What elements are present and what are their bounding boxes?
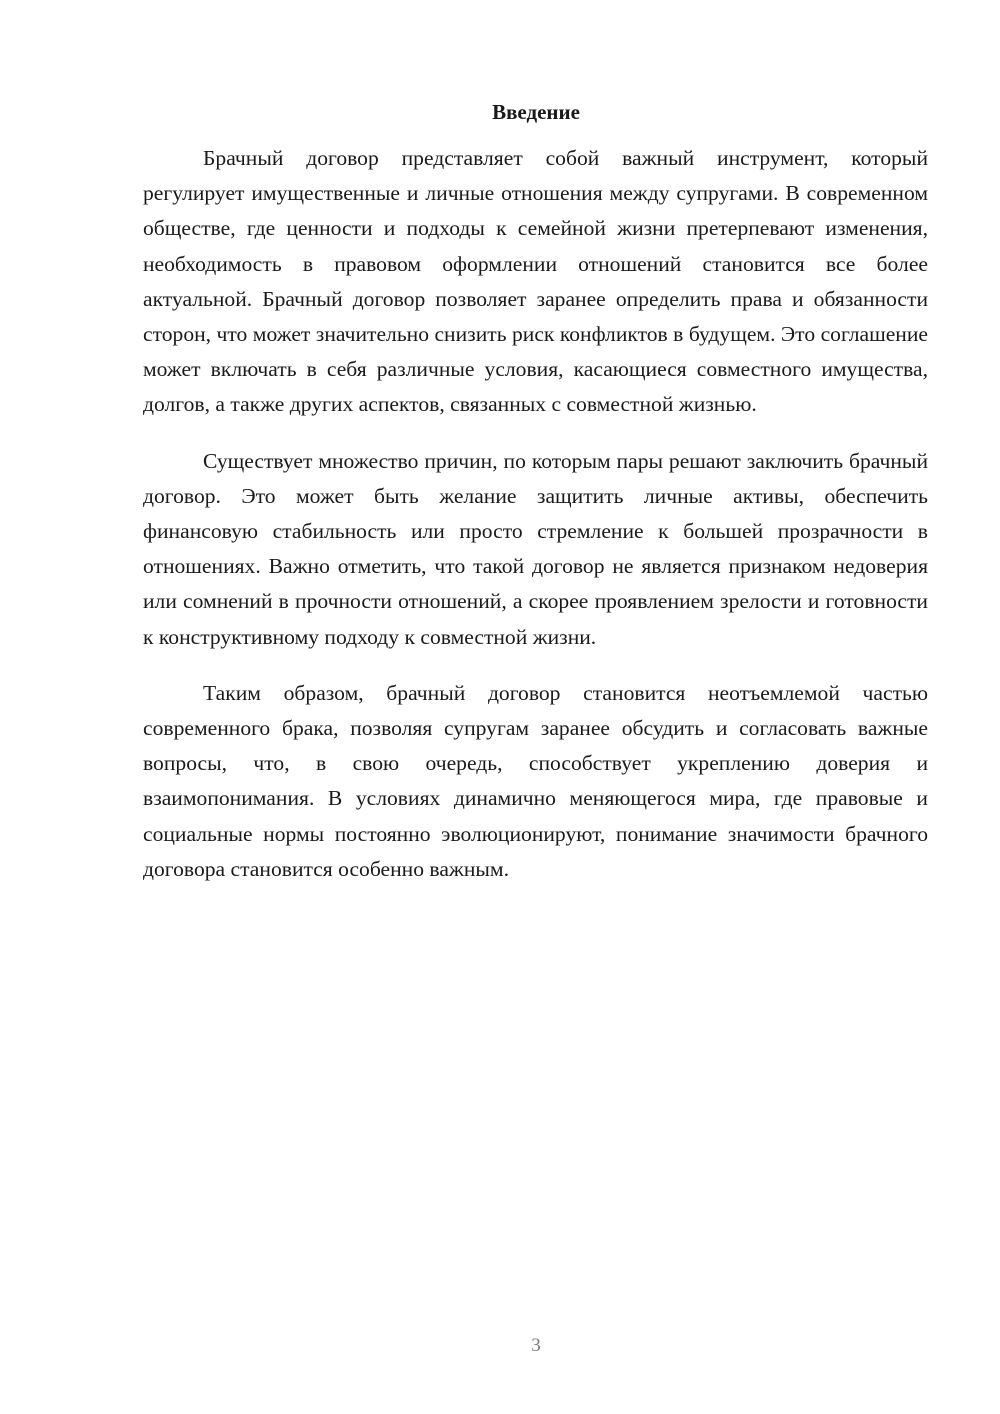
paragraph-3: Таким образом, брачный договор становится неотъемлемой частью современного брака, позволяя супругам заранее обсудить и согласовать важные вопросы, что, в свою очередь, способствует укреплению доверия и взаимопонимания. В условиях динамично меняющегося мира, где правовые и социальные нормы постоянно эволюционируют, понимание значимости брачного договора становится особенно важным. <box>143 680 928 881</box>
paragraph-2: Существует множество причин, по которым пары решают заключить брачный договор. Это может быть желание защитить личные активы, обеспечить финансовую стабильность или просто стремление к большей прозрачности в отношениях. Важно отметить, что такой договор не является признаком недоверия или сомнений в прочности отношений, а скорее проявлением зрелости и готовности к конструктивному подходу к совместной жизни. <box>143 448 928 649</box>
document-body <box>143 141 928 908</box>
section-title: Введение <box>492 100 580 124</box>
paragraph-1: Брачный договор представляет собой важный инструмент, который регулирует имущественные и личные отношения между супругами. В современном обществе, где ценности и подходы к семейной жизни претерпевают изменения, необходимость в правовом оформлении отношений становится все более актуальной. Брачный договор позволяет заранее определить права и обязанности сторон, что может значительно снизить риск конфликтов в будущем. Это соглашение может включать в себя различные условия, касающиеся совместного имущества, долгов, а также других аспектов, связанных с совместной жизнью. <box>143 146 928 417</box>
page-number: 3 <box>531 1335 541 1356</box>
